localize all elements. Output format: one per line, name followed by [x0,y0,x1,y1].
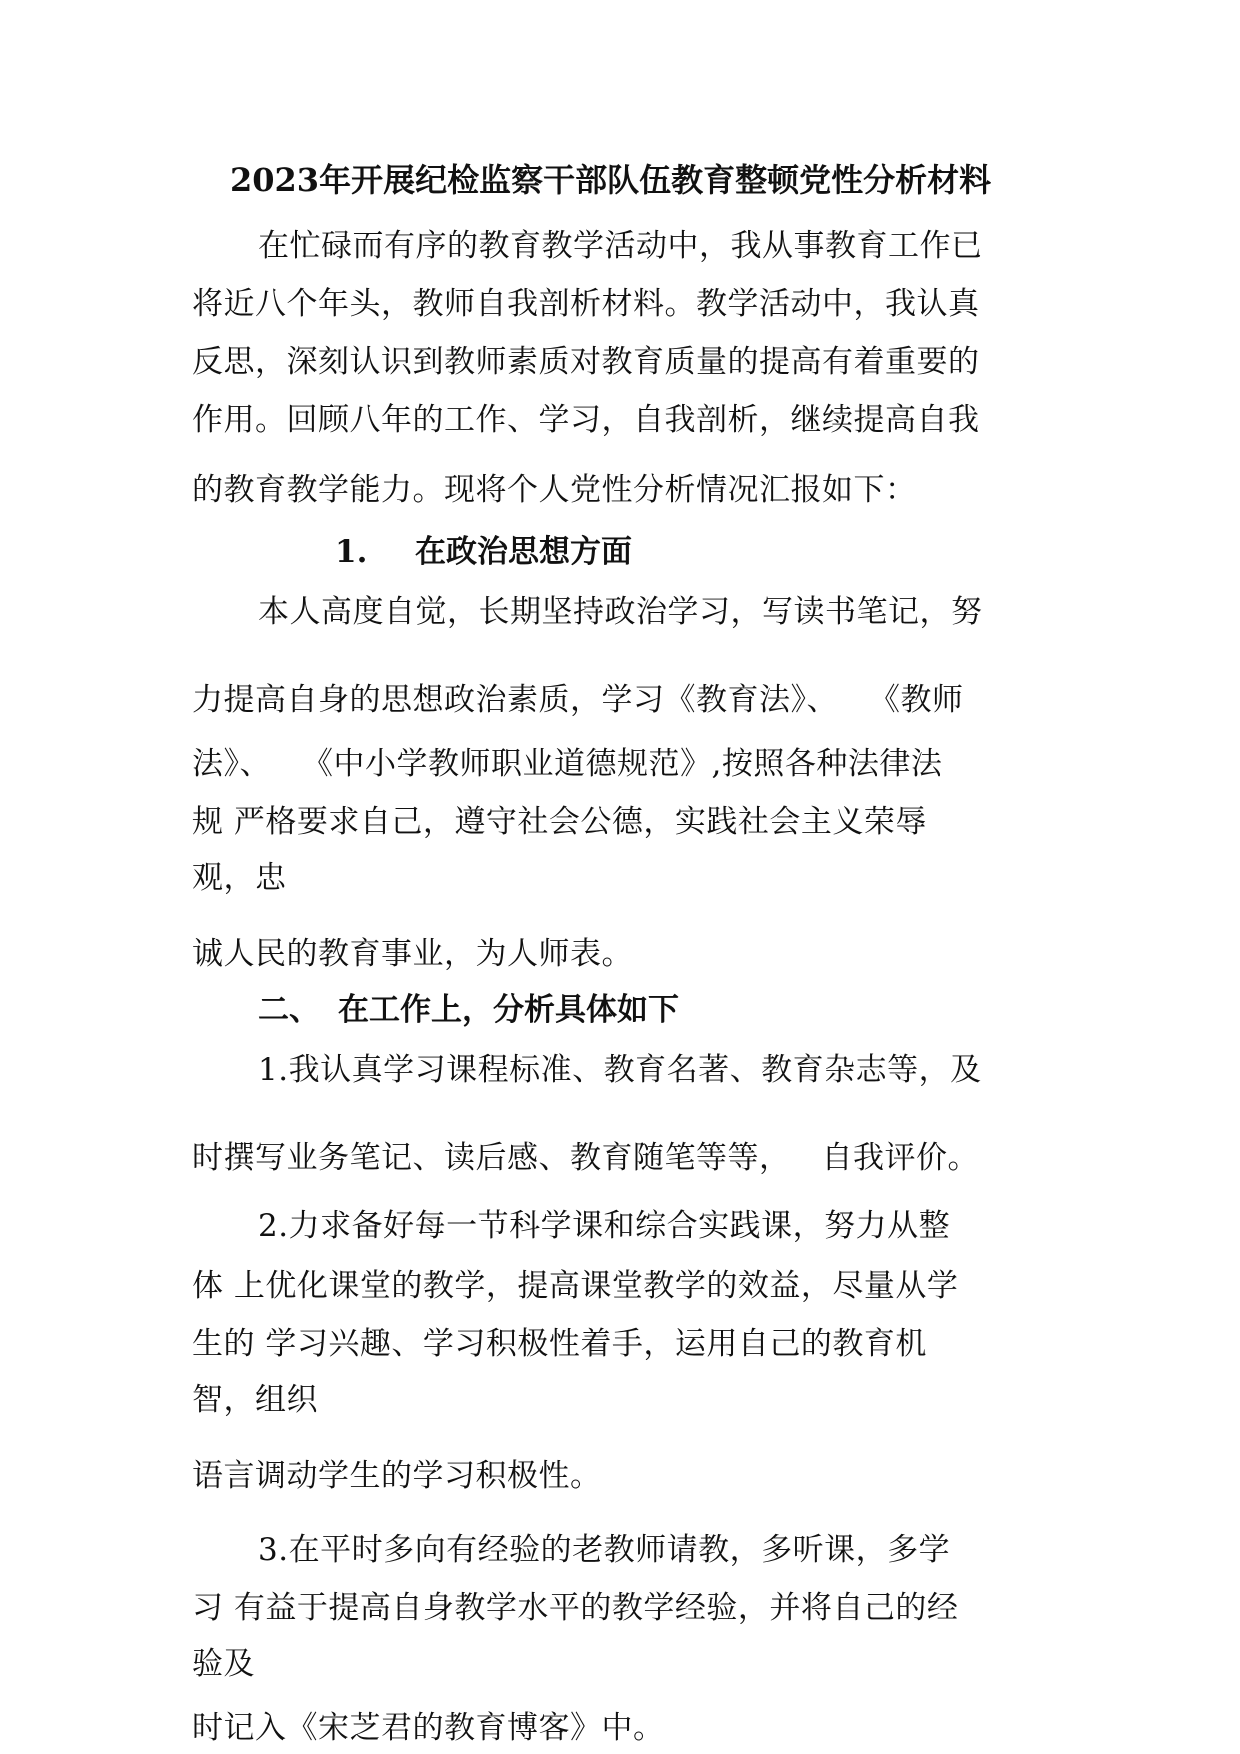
section1-line: 力提高自身的思想政治素质，学习《教育法》、 《教师 [192,682,964,718]
section2-line: 语言调动学生的学习积极性。 [192,1458,602,1494]
section2-line: 2.力求备好每一节科学课和综合实践课，努力从整 [258,1208,951,1244]
section1-heading: 在政治思想方面 [415,534,632,570]
section1-line: 法》、 《中小学教师职业道德规范》,按照各种法律法 [192,746,943,782]
section2-heading: 在工作上，分析具体如下 [338,992,679,1028]
section2-line: 3.在平时多向有经验的老教师请教，多听课，多学 [258,1532,951,1568]
section2-line: 时撰写业务笔记、读后感、教育随笔等等， 自我评价。 [192,1140,980,1176]
intro-line: 将近八个年头，教师自我剖析材料。教学活动中，我认真 [192,286,980,322]
section2-line: 习 有益于提高自身教学水平的教学经验，并将自己的经 [192,1590,959,1626]
section2-line: 生的 学习兴趣、学习积极性着手，运用自己的教育机 [192,1326,927,1362]
intro-line: 的教育教学能力。现将个人党性分析情况汇报如下： [192,472,917,508]
section2-number: 二、 [258,992,320,1028]
section2-line: 1.我认真学习课程标准、教育名著、教育杂志等，及 [258,1052,982,1088]
section1-line: 规 严格要求自己，遵守社会公德，实践社会主义荣辱 [192,804,927,840]
section2-line: 时记入《宋芝君的教育博客》中。 [192,1710,665,1746]
section1-line: 诚人民的教育事业，为人师表。 [192,936,633,972]
section2-line: 验及 [192,1646,255,1682]
section1-number: 1. [335,534,368,570]
intro-line: 在忙碌而有序的教育教学活动中，我从事教育工作已 [258,228,983,264]
section1-line: 观，忠 [192,860,287,896]
intro-line: 作用。回顾八年的工作、学习，自我剖析，继续提高自我 [192,402,980,438]
intro-line: 反思，深刻认识到教师素质对教育质量的提高有着重要的 [192,344,980,380]
document-title: 2023年开展纪检监察干部队伍教育整顿党性分析材料 [230,161,992,199]
section2-line: 智，组织 [192,1382,318,1418]
section2-line: 体 上优化课堂的教学，提高课堂教学的效益，尽量从学 [192,1268,959,1304]
section1-line: 本人高度自觉，长期坚持政治学习，写读书笔记，努 [258,594,983,630]
